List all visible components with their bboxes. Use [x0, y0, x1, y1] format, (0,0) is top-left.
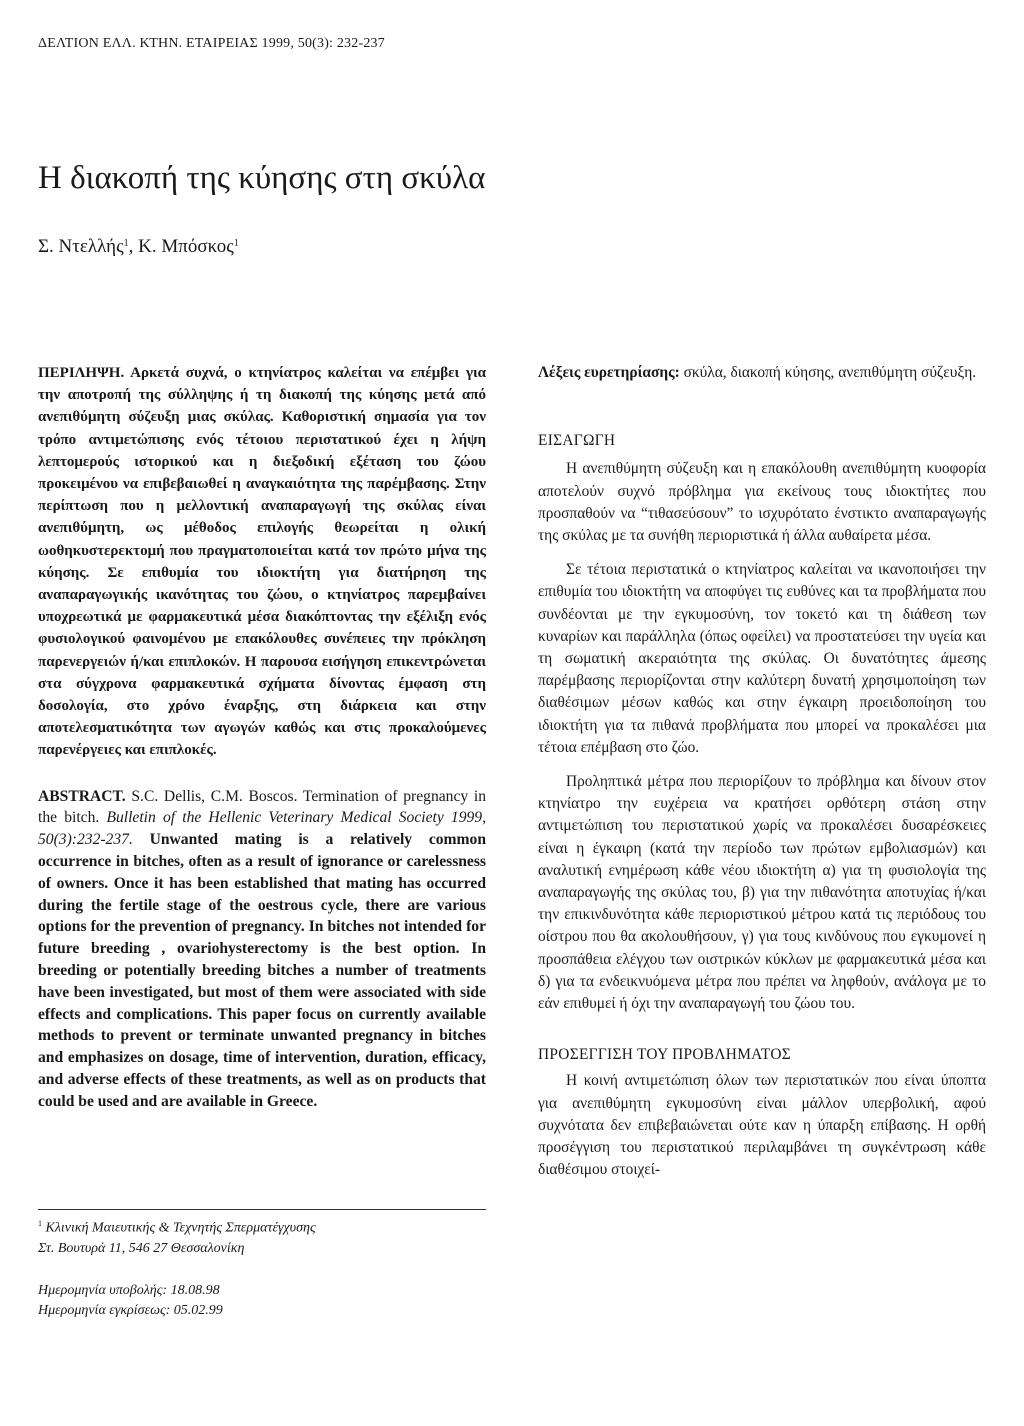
footnotes: [38, 1214, 486, 1321]
author-1: Σ. Ντελλής: [38, 236, 124, 257]
keywords: [538, 362, 986, 384]
article-title: Η διακοπή της κύησης στη σκύλα: [38, 160, 486, 196]
keywords-label: Λέξεις ευρετηρίασης:: [538, 364, 680, 381]
author-2-affiliation-marker: 1: [233, 238, 239, 249]
section-heading-introduction: ΕΙΣΑΓΩΓΗ: [538, 432, 616, 450]
intro-paragraph-2: Σε τέτοια περιστατικά ο κτηνίατρος καλείται να ικανοποιήσει την επιθυμία του ιδιοκτήτη να αποφύγει τις ευθύνες και τα προβλήματα που συνδέονται με την εγκυμοσύνη, τον τοκετό και τη διάθεση των κυναρίων και παράλληλα (όπως οφείλει) να προστατεύσει την υγεία και τη σωματική ακεραιότητα της σκύλας. Οι δυνατότητες άμεσης παρέμβασης περιορίζονται στην καλύτερη δυνατή χρησιμοποίηση των διαθέσιμων μέσων καθώς και στην έγκαιρη προειδοποίηση του ιδιοκτήτη για τα πιθανά προβλήματα που μπορεί να προκαλέσει μια τέτοια επέμβαση στο ζώο.: [538, 561, 986, 756]
keywords-text: σκύλα, διακοπή κύησης, ανεπιθύμητη σύζευξη.: [683, 364, 977, 381]
authors: [38, 236, 239, 258]
footnote-marker: 1: [38, 1219, 42, 1228]
footnote-divider: [38, 1209, 486, 1210]
submission-date: Ημερομηνία υποβολής: 18.08.98: [38, 1282, 220, 1298]
author-separator: ,: [128, 236, 139, 257]
greek-abstract-label: ΠΕΡΙΛΗΨΗ.: [38, 365, 125, 381]
english-abstract-text: Unwanted mating is a relatively common occurrence in bitches, often as a result of ignorance or carelessness of owners. Once it has been established that mating has occurred during the fertile stage of the oestrous cycle, there are various options for the prevention of pregnancy. In bitches not intended for future breeding , ovariohysterectomy is the best option. In breeding or potentially breeding bitches a number of treatments have been investigated, but most of them were associated with side effects and complications. This paper focus on currently available methods to prevent or terminate unwanted pregnancy in bitches and emphasizes on dosage, time of intervention, duration, efficacy, and adverse effects of these treatments, as well as on products that could be used and are available in Greece.: [38, 831, 486, 1110]
intro-paragraph-1: Η ανεπιθύμητη σύζευξη και η επακόλουθη ανεπιθύμητη κυοφορία αποτελούν συχνό πρόβλημα για εκείνους τους ιδιοκτήτες που προσπαθούν να “τιθασεύσουν” το ισχυρότατο ένστικτο αναπαραγωγής της σκύλας με τα συνήθη περιοριστικά ή άλλα αυθαίρετα μέσα.: [538, 460, 986, 545]
english-abstract-authors: S.C. Dellis, C.M. Boscos. Termination of pregnancy in the bitch.: [38, 787, 486, 827]
intro-paragraph-3: Προληπτικά μέτρα που περιορίζουν το πρόβλημα και δίνουν στον κτηνίατρο την ευχέρεια να κρατήσει ορθότερη στάση στην αντιμετώπιση του περιστατικού χωρίς να προκαλέσει δυσαρέσκειες είναι η έγκαιρη (κατά την περίοδο των πρώτων εμβολιασμών) και αναλυτική ενημέρωση κάθε νέου ιδιοκτήτη α) για τη φυσιολογία της αναπαραγωγής της σκύλας του, β) για την πιθανότητα αποτυχίας ή/και την επικινδυνότητα κάθε περιοριστικού μέτρου κατά τις περιόδους του οίστρου που θα ακολουθήσουν, γ) για τους κινδύνους που εγκυμονεί η προσπάθεια ελέγχου των οιστρικών κύκλων με φαρμακευτικά μέσα και δ) για τα ενδεικνυόμενα μέτρα που πρέπει να ληφθούν, ανάλογα με το εάν επιθυμεί ή όχι την αναπαραγωγή του ζώου του.: [538, 773, 986, 1013]
approach-paragraph-1: Η κοινή αντιμετώπιση όλων των περιστατικών που είναι ύποπτα για ανεπιθύμητη εγκυμοσύνη είναι μάλλον υπερβολική, αφού συχνότατα δεν επιβεβαιώνεται ούτε καν η ύπαρξη επίβασης. Η ορθή προσέγγιση του περιστατικού περιλαμβάνει τη συγκέντρωση κάθε διαθέσιμου στοιχεί-: [538, 1072, 986, 1179]
greek-abstract-text: Αρκετά συχνά, ο κτηνίατρος καλείται να επέμβει για την αποτροπή της σύλληψης ή τη διακοπή της κύησης μετά από ανεπιθύμητη σύζευξη μιας σκύλας. Καθοριστική σημασία για τον τρόπο αντιμετώπισης ενός τέτοιου περιστατικού έχει η λήψη λεπτομερούς ιστορικού και η διεξοδική εξέταση του ζώου προκειμένου να επιβεβαιωθεί η αναγκαιότητα της παρέμβασης. Στην περίπτωση που η μελλοντική αναπαραγωγή της σκύλας είναι ανεπιθύμητη, ως μέθοδος επιλογής θεωρείται η ολική ωοθηκυστερεκτομή που πραγματοποιείται κατά τον πρώτο μήνα της κύησης. Σε επιθυμία του ιδιοκτήτη για διατήρηση της αναπαραγωγικής ικανότητας του ζώου, ο κτηνίατρος παρεμβαίνει υποχρεωτικά με φαρμακευτικά μέσα διακόπτοντας την εξέλιξη ενός φυσιολογικού φαινομένου με επακόλουθες συνέπειες την πρόκληση παρενεργειών ή/και επιπλοκών. Η παρουσα εισήγηση επικεντρώνεται στα σύγχρονα φαρμακευτικά σχήματα δίνοντας έμφαση στη δοσολογία, στο χρόνο έναρξης, στη διάρκεια και στην αποτελεσματικότητα των αγωγών καθώς και στις προκαλούμενες παρενέργειες και επιπλοκές.: [38, 365, 486, 759]
footnote-affiliation: $^1$ Κλινική Μαιευτικής & Τεχνητής Σπερματέγχυσης: [38, 1219, 316, 1236]
greek-abstract: [38, 362, 486, 762]
section-heading-approach: ΠΡΟΣΕΓΓΙΣΗ ΤΟΥ ΠΡΟΒΛΗΜΑΤΟΣ: [538, 1046, 792, 1064]
author-2: Κ. Μπόσκος: [138, 236, 234, 257]
right-column: [538, 362, 986, 1182]
english-abstract: [38, 786, 486, 1113]
footnote-address: Στ. Βουτυρά 11, 546 27 Θεσσαλονίκη: [38, 1240, 245, 1256]
author-1-affiliation-marker: 1: [123, 238, 129, 249]
left-column: [38, 362, 486, 1113]
acceptance-date: Ημερομηνία εγκρίσεως: 05.02.99: [38, 1302, 223, 1318]
english-abstract-citation: Bulletin of the Hellenic Veterinary Medical Society 1999, 50(3):232-237.: [38, 809, 486, 849]
english-abstract-label: ABSTRACT.: [38, 787, 126, 805]
journal-header: ΔΕΛΤΙΟΝ ΕΛΛ. ΚΤΗΝ. ΕΤΑΙΡΕΙΑΣ 1999, 50(3): 232-237: [38, 36, 385, 51]
